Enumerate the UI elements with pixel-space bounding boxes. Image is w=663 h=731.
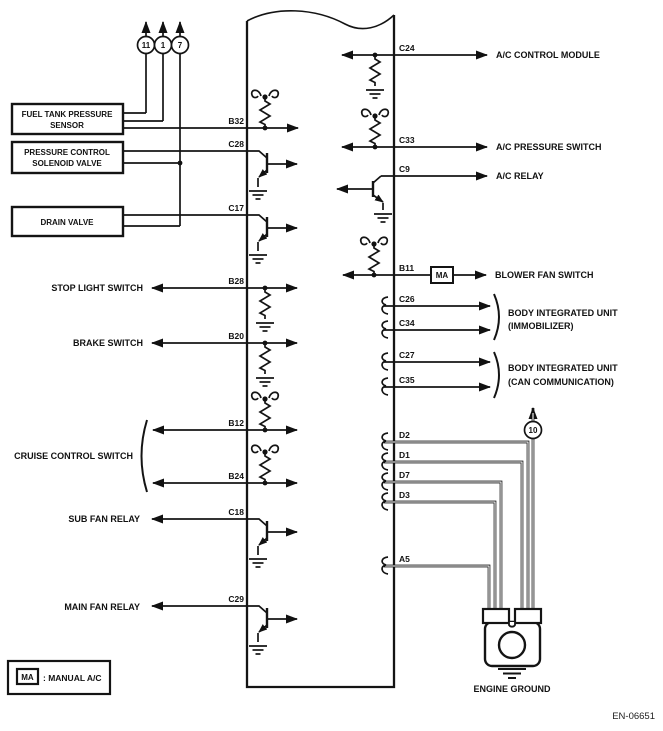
pin-c24: C24: [399, 43, 415, 53]
wire-d2: [384, 442, 528, 609]
pin-a5: A5: [399, 554, 410, 564]
drain-valve-label: DRAIN VALVE: [40, 218, 94, 227]
label-engine-ground: ENGINE GROUND: [473, 684, 551, 694]
ground-symbol: [374, 214, 392, 222]
legend-ma-badge-label: MA: [21, 673, 34, 682]
figure-id: EN-06651: [612, 711, 655, 722]
ground-wire-hooks: [382, 433, 388, 574]
circuit-b12: [153, 392, 297, 432]
label-ac-relay: A/C RELAY: [496, 171, 544, 181]
pin-c27: C27: [399, 350, 415, 360]
pin-d1: D1: [399, 450, 410, 460]
ecm-box-torn-top-edge: [247, 11, 394, 29]
resistor: [369, 244, 379, 275]
circuit-b24: [153, 445, 297, 485]
ground-terminal-right: [515, 609, 541, 623]
transistor-c18: [247, 519, 297, 567]
power-supply-symbol: [252, 90, 279, 99]
ma-badge-label: MA: [435, 271, 449, 280]
ground-wires-core: [385, 413, 533, 608]
cruise-switch-brace: [142, 420, 148, 492]
label-biu-can-2: (CAN COMMUNICATION): [508, 377, 614, 387]
transistor-c17: [247, 215, 297, 263]
circuit-b20: [152, 341, 297, 386]
sensor-pin-wires: [123, 113, 163, 121]
resistor: [260, 97, 270, 128]
ref-1-label: 1: [160, 41, 166, 50]
resistor: [260, 288, 270, 319]
pin-b32: B32: [228, 116, 244, 126]
pin-b12: B12: [228, 418, 244, 428]
label-main-fan-relay: MAIN FAN RELAY: [64, 602, 140, 612]
ground-symbol: [366, 90, 384, 98]
resistor: [370, 55, 380, 86]
ref-10-label: 10: [528, 426, 538, 435]
ground-terminal-left: [483, 609, 509, 623]
biu-can-brace: [494, 352, 499, 398]
fuel-tank-pressure-sensor: [12, 104, 163, 134]
resistor: [260, 399, 270, 430]
pressure-control-solenoid-valve-label-1: PRESSURE CONTROL: [24, 148, 110, 157]
emitter-wire: [373, 195, 383, 202]
transistor-c9: [337, 176, 487, 222]
harness-ref-arrows: [138, 22, 189, 226]
pin-b28: B28: [228, 276, 244, 286]
pressure-control-solenoid-valve: [12, 142, 247, 173]
label-brake-switch: BRAKE SWITCH: [73, 338, 143, 348]
power-supply-symbol: [361, 237, 388, 246]
power-supply-symbol: [252, 445, 279, 454]
label-blower-fan-switch: BLOWER FAN SWITCH: [495, 270, 594, 280]
pin-c18: C18: [228, 507, 244, 517]
legend-text: : MANUAL A/C: [43, 673, 102, 683]
pin-c28: C28: [228, 139, 244, 149]
label-ac-pressure-switch: A/C PRESSURE SWITCH: [496, 142, 602, 152]
engine-ground-terminal: [483, 609, 541, 678]
ref-11-label: 11: [141, 41, 151, 50]
pin-c33: C33: [399, 135, 415, 145]
power-supply-symbol: [252, 392, 279, 401]
circuit-b11: [343, 237, 486, 283]
biu-immobilizer-brace: [494, 294, 499, 340]
transistor-c28: [247, 151, 297, 199]
label-biu-can-1: BODY INTEGRATED UNIT: [508, 363, 618, 373]
ground-symbol: [256, 378, 274, 386]
transistor-c29: [247, 606, 297, 654]
fuel-tank-pressure-sensor-label-1: FUEL TANK PRESSURE: [21, 110, 113, 119]
label-cruise-control-switch: CRUISE CONTROL SWITCH: [14, 451, 133, 461]
wire-a5: [384, 566, 489, 609]
pressure-control-solenoid-valve-label-2: SOLENOID VALVE: [32, 159, 102, 168]
label-sub-fan-relay: SUB FAN RELAY: [68, 514, 140, 524]
resistor: [260, 452, 270, 483]
ground-bolt: [499, 632, 525, 658]
clamp-notch: [509, 622, 515, 627]
pin-b11: B11: [399, 263, 415, 273]
pin-c26: C26: [399, 294, 415, 304]
circuit-c18: [152, 519, 297, 567]
circuit-c29: [152, 606, 297, 654]
ground-hatch: [498, 669, 526, 678]
label-stop-light-switch: STOP LIGHT SWITCH: [51, 283, 143, 293]
power-supply-symbol: [362, 109, 389, 118]
pin-b20: B20: [228, 331, 244, 341]
pin-d7: D7: [399, 470, 410, 480]
circuit-b28: [152, 286, 297, 331]
collector-wire: [373, 176, 381, 183]
pressure-control-solenoid-valve-box: [12, 142, 123, 173]
pin-d3: D3: [399, 490, 410, 500]
label-ac-control-module: A/C CONTROL MODULE: [496, 50, 600, 60]
circuit-b32: [123, 90, 298, 130]
pin-c34: C34: [399, 318, 415, 328]
resistor: [370, 116, 380, 147]
fuel-tank-pressure-sensor-label-2: SENSOR: [50, 121, 84, 130]
resistor: [260, 343, 270, 374]
pin-c17: C17: [228, 203, 244, 213]
circuit-c24: [342, 53, 487, 98]
pin-c35: C35: [399, 375, 415, 385]
pin-d2: D2: [399, 430, 410, 440]
label-biu-immobilizer-1: BODY INTEGRATED UNIT: [508, 308, 618, 318]
pin-c29: C29: [228, 594, 244, 604]
pin-c9: C9: [399, 164, 410, 174]
label-biu-immobilizer-2: (IMMOBILIZER): [508, 321, 574, 331]
pin-b24: B24: [228, 471, 244, 481]
ref-7-label: 7: [177, 41, 183, 50]
ground-symbol: [256, 323, 274, 331]
